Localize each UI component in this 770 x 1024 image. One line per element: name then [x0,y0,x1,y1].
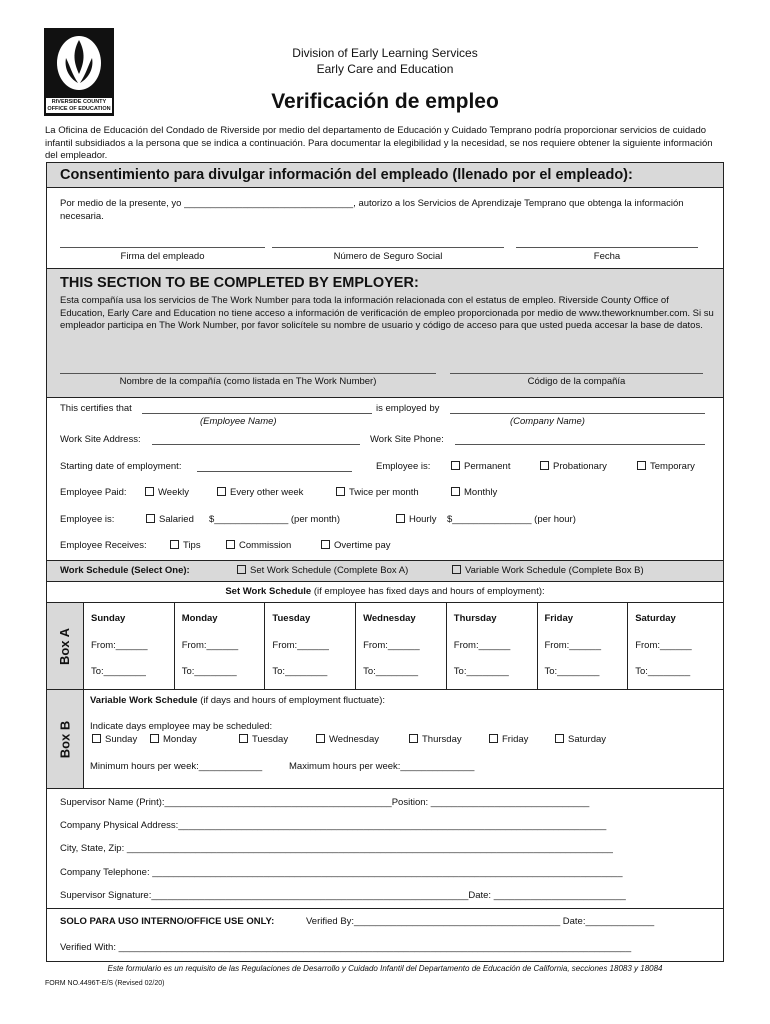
company-code-line[interactable] [450,373,703,374]
day-column-sunday [83,603,174,689]
every-other-week-checkbox[interactable] [217,487,226,496]
from-field[interactable]: From:______ [453,640,511,651]
company-code-label: Código de la compañía [527,376,626,387]
paid-label: Employee Paid: [60,487,127,498]
employee-name-field[interactable] [142,413,372,414]
day-name: Friday [544,613,574,624]
page-title: Verificación de empleo [271,90,499,113]
checkbox-icon[interactable] [489,734,498,743]
probationary-checkbox[interactable] [540,461,549,470]
company-name-hint: (Company Name) [510,416,585,427]
set-schedule-heading: Set Work Schedule (if employee has fixed days and hours of employment): [225,586,545,597]
salaried-checkbox[interactable] [146,514,155,523]
company-name-line[interactable] [60,373,436,374]
min-hours-field[interactable]: Minimum hours per week:____________ [90,761,263,772]
intro-text: La Oficina de Educación del Condado de Riverside por medio del departamento de Educación y Cuidado Temprano podría proporcionar servicios de cuidado infantil subsidiados a la persona que se indica a continuación. Para documentar la elegibilidad y la necesidad, se nos requiere obtener la siguiente información del empleador. [45,125,713,161]
variable-heading: Variable Work Schedule (if days and hours of employment fluctuate): [90,695,386,706]
permanent-checkbox[interactable] [451,461,460,470]
to-field[interactable]: To:________ [363,666,419,677]
signature-line[interactable] [60,247,265,248]
day-column-tuesday [264,603,355,689]
division-header [230,45,540,77]
probationary-option[interactable]: Probationary [540,461,607,472]
to-field[interactable]: To:________ [272,666,328,677]
day-column-monday [174,603,265,689]
every-other-week-option[interactable]: Every other week [217,487,303,498]
worksite-address-label: Work Site Address: [60,434,141,445]
signature-label: Firma del empleado [120,251,205,262]
employee-is-label: Employee is: [376,461,431,472]
checkbox-icon[interactable] [150,734,159,743]
to-field[interactable]: To:________ [544,666,600,677]
day-name: Wednesday [363,613,416,624]
verified-by-field[interactable]: Verified By:_______________________________________ Date:_____________ [306,916,655,927]
hourly-amount-field[interactable]: $_______________ (per hour) [447,514,576,525]
checkbox-icon[interactable] [92,734,101,743]
worksite-address-field[interactable] [152,444,360,445]
to-field[interactable]: To:________ [453,666,509,677]
salary-amount-field[interactable]: $______________ (per month) [209,514,340,525]
employer-text: Esta compañía usa los servicios de The Work Number para toda la información relacionada con el estatus de empleo. Riverside County Office of Education, Early Care and Education no tiene acceso a información de verificación de empleo proporcionada por medio de www.theworknumber.com. Si su empleador participa en The Work Number, por favor solicítele su nombre de usuario y código de acceso para que usted pueda accesar la base de datos. [60,295,714,331]
checkbox-icon[interactable] [409,734,418,743]
variable-day-friday[interactable]: Friday [489,734,528,745]
weekly-option[interactable]: Weekly [145,487,189,498]
day-column-thursday [446,603,537,689]
consent-line[interactable]: Por medio de la presente, yo ________________________________, autorizo a los Servicios de Aprendizaje Temprano que obtenga la información necesaria. [60,198,684,222]
rcoe-logo [44,28,114,116]
variable-day-saturday[interactable]: Saturday [555,734,606,745]
office-use-label: SOLO PARA USO INTERNO/OFFICE USE ONLY: [60,916,275,927]
to-field[interactable]: To:________ [181,666,237,677]
employee-name-hint: (Employee Name) [200,416,277,427]
employee-is-pay-label: Employee is: [60,514,115,525]
day-column-wednesday [355,603,446,689]
supervisor-name-field[interactable]: Supervisor Name (Print):___________________________________________Position: ______________________________ [60,797,590,808]
work-schedule-label: Work Schedule (Select One): [60,565,190,576]
company-telephone-field[interactable]: Company Telephone: _________________________________________________________________________________________ [60,867,623,878]
checkbox-icon[interactable] [555,734,564,743]
to-field[interactable]: To:________ [91,666,146,677]
from-field[interactable]: From:______ [91,640,148,651]
overtime-option[interactable]: Overtime pay [321,540,391,551]
company-name-field[interactable] [450,413,705,414]
worksite-phone-field[interactable] [455,444,705,445]
weekly-checkbox[interactable] [145,487,154,496]
variable-schedule-option[interactable]: Variable Work Schedule (Complete Box B) [452,565,644,576]
day-column-saturday [627,603,718,689]
division-line-2: Early Care and Education [316,62,454,76]
start-date-field[interactable] [197,471,352,472]
division-line-1: Division of Early Learning Services [292,46,478,60]
monthly-checkbox[interactable] [451,487,460,496]
temporary-option[interactable]: Temporary [637,461,695,472]
to-field[interactable]: To:________ [635,666,691,677]
form-number: FORM NO.4496T-E/S (Revised 02/20) [45,980,165,987]
temporary-checkbox[interactable] [637,461,646,470]
variable-day-monday[interactable]: Monday [150,734,197,745]
verified-with-field[interactable]: Verified With: _________________________________________________________________________________________________ [60,942,632,953]
day-name: Thursday [453,613,497,624]
variable-day-sunday[interactable]: Sunday [92,734,137,745]
tips-option[interactable]: Tips [170,540,201,551]
max-hours-field[interactable]: Maximum hours per week:______________ [289,761,475,772]
date-line[interactable] [516,247,698,248]
city-state-zip-field[interactable]: City, State, Zip: ____________________________________________________________________________________________ [60,843,613,854]
checkbox-icon[interactable] [316,734,325,743]
monthly-option[interactable]: Monthly [451,487,497,498]
box-a-label: Box A [47,603,83,689]
overtime-checkbox[interactable] [321,540,330,549]
footer-note: Este formulario es un requisito de las Regulaciones de Desarrollo y Cuidado Infantil del Departamento de Educación de California, secciones 18083 y 18084 [107,964,663,973]
hourly-option[interactable]: Hourly [396,514,436,525]
date-label: Fecha [593,251,621,262]
logo-caption: RIVERSIDE COUNTY OFFICE OF EDUCATION [47,99,111,112]
set-schedule-checkbox[interactable] [237,565,246,574]
day-name: Saturday [635,613,676,624]
consent-heading: Consentimiento para divulgar información del empleado (llenado por el empleado): [60,167,633,183]
start-date-label: Starting date of employment: [60,461,182,472]
indicate-days-label: Indicate days employee may be scheduled: [90,721,273,732]
day-name: Monday [181,613,218,624]
variable-day-wednesday[interactable]: Wednesday [316,734,379,745]
day-name: Tuesday [272,613,311,624]
permanent-option[interactable]: Permanent [451,461,510,472]
hourly-checkbox[interactable] [396,514,405,523]
checkbox-icon[interactable] [239,734,248,743]
supervisor-signature-field[interactable]: Supervisor Signature:____________________________________________________________Date: _________________________ [60,890,626,901]
company-name-label: Nombre de la compañía (como listada en The Work Number) [119,376,377,387]
twice-per-month-option[interactable]: Twice per month [336,487,419,498]
tips-checkbox[interactable] [170,540,179,549]
commission-checkbox[interactable] [226,540,235,549]
variable-day-tuesday[interactable]: Tuesday [239,734,288,745]
receives-label: Employee Receives: [60,540,147,551]
variable-day-thursday[interactable]: Thursday [409,734,462,745]
salaried-option[interactable]: Salaried [146,514,194,525]
certify-label: This certifies that [60,403,132,414]
company-address-field[interactable]: Company Physical Address:_________________________________________________________________________________ [60,820,607,831]
set-schedule-option[interactable]: Set Work Schedule (Complete Box A) [237,565,408,576]
from-field[interactable]: From:______ [181,640,239,651]
from-field[interactable]: From:______ [635,640,692,651]
employed-by-label: is employed by [376,403,440,414]
day-name: Sunday [91,613,126,624]
from-field[interactable]: From:______ [544,640,602,651]
day-column-friday [537,603,628,689]
employer-heading: THIS SECTION TO BE COMPLETED BY EMPLOYER: [60,275,419,291]
commission-option[interactable]: Commission [226,540,291,551]
ssn-label: Número de Seguro Social [333,251,443,262]
worksite-phone-label: Work Site Phone: [370,434,444,445]
ssn-line[interactable] [272,247,504,248]
from-field[interactable]: From:______ [363,640,420,651]
variable-schedule-checkbox[interactable] [452,565,461,574]
twice-per-month-checkbox[interactable] [336,487,345,496]
from-field[interactable]: From:______ [272,640,329,651]
box-b-label: Box B [47,690,83,788]
